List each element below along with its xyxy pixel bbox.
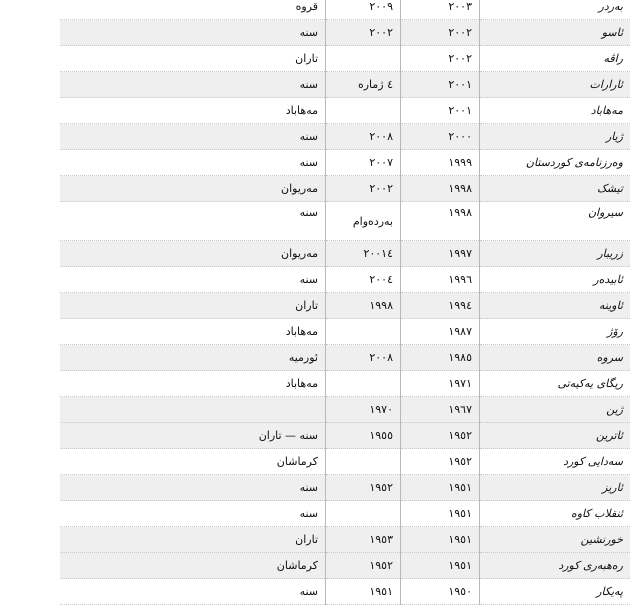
table-row xyxy=(60,501,630,527)
place-cell: سنه — تاران xyxy=(60,423,326,449)
table-row xyxy=(60,176,630,202)
publication-name-cell: ئابیدەر xyxy=(480,267,630,293)
place-cell: تاران xyxy=(60,527,326,553)
place-cell: سنه xyxy=(60,579,326,605)
table-row xyxy=(60,449,630,475)
start-year-cell: ١٩٩٩ xyxy=(401,150,480,176)
table-row xyxy=(60,267,630,293)
end-year-cell xyxy=(326,319,401,345)
place-cell: سنه xyxy=(60,202,326,241)
place-cell: سنه xyxy=(60,267,326,293)
end-year-cell: ٤ ژماره xyxy=(326,72,401,98)
place-cell: سنه xyxy=(60,150,326,176)
place-cell: سنه xyxy=(60,501,326,527)
end-year-cell: ١٩٥٢ xyxy=(326,475,401,501)
end-year-cell: ٢٠٠٨ xyxy=(326,124,401,150)
start-year-cell: ٢٠٠٠ xyxy=(401,124,480,150)
end-year-cell xyxy=(326,98,401,124)
table-row xyxy=(60,293,630,319)
publications-table xyxy=(60,0,630,605)
end-year-cell: ٢٠٠٩ xyxy=(326,0,401,20)
place-cell: ئورمیه xyxy=(60,345,326,371)
publication-name-cell: راڤه xyxy=(480,46,630,72)
end-year-cell xyxy=(326,371,401,397)
table-row xyxy=(60,72,630,98)
publication-name-cell: سەدایی کورد xyxy=(480,449,630,475)
start-year-cell: ١٩٩٦ xyxy=(401,267,480,293)
start-year-cell: ١٩٥١ xyxy=(401,501,480,527)
end-year-cell: بەردەوام xyxy=(326,202,401,241)
place-cell: قروه xyxy=(60,0,326,20)
place-cell: سنه xyxy=(60,475,326,501)
end-year-cell: ١٩٧٠ xyxy=(326,397,401,423)
publication-name-cell: ئاریز xyxy=(480,475,630,501)
table-body xyxy=(60,0,630,605)
start-year-cell: ٢٠٠١ xyxy=(401,98,480,124)
table-row xyxy=(60,319,630,345)
table-row xyxy=(60,345,630,371)
start-year-cell: ١٩٩٤ xyxy=(401,293,480,319)
table-row xyxy=(60,527,630,553)
publication-name-cell: ئاترین xyxy=(480,423,630,449)
publication-name-cell: ئاوینه xyxy=(480,293,630,319)
start-year-cell: ١٩٥٠ xyxy=(401,579,480,605)
table-row xyxy=(60,423,630,449)
end-year-cell xyxy=(326,501,401,527)
publication-name-cell: ئنقلاب کاوه xyxy=(480,501,630,527)
place-cell: تاران xyxy=(60,46,326,72)
table-row xyxy=(60,241,630,267)
end-year-cell: ٢٠٠٧ xyxy=(326,150,401,176)
start-year-cell: ١٩٨٥ xyxy=(401,345,480,371)
table-row xyxy=(60,202,630,241)
end-year-cell: ٢٠٠١٤ xyxy=(326,241,401,267)
table-row xyxy=(60,150,630,176)
start-year-cell: ١٩٥٢ xyxy=(401,423,480,449)
end-year-cell: ٢٠٠٨ xyxy=(326,345,401,371)
table-row xyxy=(60,124,630,150)
start-year-cell: ١٩٨٧ xyxy=(401,319,480,345)
place-cell: مەهاباد xyxy=(60,319,326,345)
publication-name-cell: سیروان xyxy=(480,202,630,241)
place-cell: مەهاباد xyxy=(60,98,326,124)
place-cell: کرماشان xyxy=(60,553,326,579)
publication-name-cell: ژین xyxy=(480,397,630,423)
place-cell: مەریوان xyxy=(60,241,326,267)
table-row xyxy=(60,397,630,423)
publication-name-cell: بەردر xyxy=(480,0,630,20)
end-year-cell: ٢٠٠٢ xyxy=(326,176,401,202)
end-year-cell xyxy=(326,46,401,72)
end-year-cell: ١٩٥٥ xyxy=(326,423,401,449)
table-row xyxy=(60,46,630,72)
start-year-cell: ٢٠٠٢ xyxy=(401,46,480,72)
publication-name-cell: ژیار xyxy=(480,124,630,150)
publication-name-cell: رۆژ xyxy=(480,319,630,345)
end-year-cell: ١٩٥٢ xyxy=(326,553,401,579)
table-row xyxy=(60,553,630,579)
start-year-cell: ١٩٥١ xyxy=(401,475,480,501)
place-cell xyxy=(60,397,326,423)
start-year-cell: ٢٠٠١ xyxy=(401,72,480,98)
start-year-cell: ٢٠٠٣ xyxy=(401,0,480,20)
end-year-cell: ٢٠٠٢ xyxy=(326,20,401,46)
start-year-cell: ١٩٩٨ xyxy=(401,176,480,202)
table-row xyxy=(60,579,630,605)
place-cell: مەریوان xyxy=(60,176,326,202)
publication-name-cell: زریبار xyxy=(480,241,630,267)
start-year-cell: ١٩٩٧ xyxy=(401,241,480,267)
end-year-cell: ١٩٥١ xyxy=(326,579,401,605)
start-year-cell: ١٩٥٢ xyxy=(401,449,480,475)
start-year-cell: ٢٠٠٢ xyxy=(401,20,480,46)
publication-name-cell: ریگای یەکیەتی xyxy=(480,371,630,397)
publication-name-cell: ئاسو xyxy=(480,20,630,46)
publication-name-cell: تیشک xyxy=(480,176,630,202)
publication-name-cell: ئارارات xyxy=(480,72,630,98)
table-row xyxy=(60,20,630,46)
start-year-cell: ١٩٩٨ xyxy=(401,202,480,241)
table-row xyxy=(60,98,630,124)
publication-name-cell: پەیکار xyxy=(480,579,630,605)
publication-name-cell: سروه xyxy=(480,345,630,371)
publication-name-cell: وەرزنامەی کوردستان xyxy=(480,150,630,176)
table-row xyxy=(60,371,630,397)
end-year-cell: ١٩٩٨ xyxy=(326,293,401,319)
place-cell: سنه xyxy=(60,72,326,98)
table-row xyxy=(60,0,630,20)
place-cell: مەهاباد xyxy=(60,371,326,397)
start-year-cell: ١٩٧١ xyxy=(401,371,480,397)
start-year-cell: ١٩٥١ xyxy=(401,553,480,579)
start-year-cell: ١٩٥١ xyxy=(401,527,480,553)
end-year-cell xyxy=(326,449,401,475)
end-year-cell: ١٩٥٣ xyxy=(326,527,401,553)
place-cell: تاران xyxy=(60,293,326,319)
publication-name-cell: مەهاباد xyxy=(480,98,630,124)
end-year-cell: ٢٠٠٤ xyxy=(326,267,401,293)
publication-name-cell: رەهبەری کورد xyxy=(480,553,630,579)
table-row xyxy=(60,475,630,501)
publication-name-cell: خورنشین xyxy=(480,527,630,553)
start-year-cell: ١٩٦٧ xyxy=(401,397,480,423)
place-cell: سنه xyxy=(60,20,326,46)
place-cell: سنه xyxy=(60,124,326,150)
place-cell: کرماشان xyxy=(60,449,326,475)
